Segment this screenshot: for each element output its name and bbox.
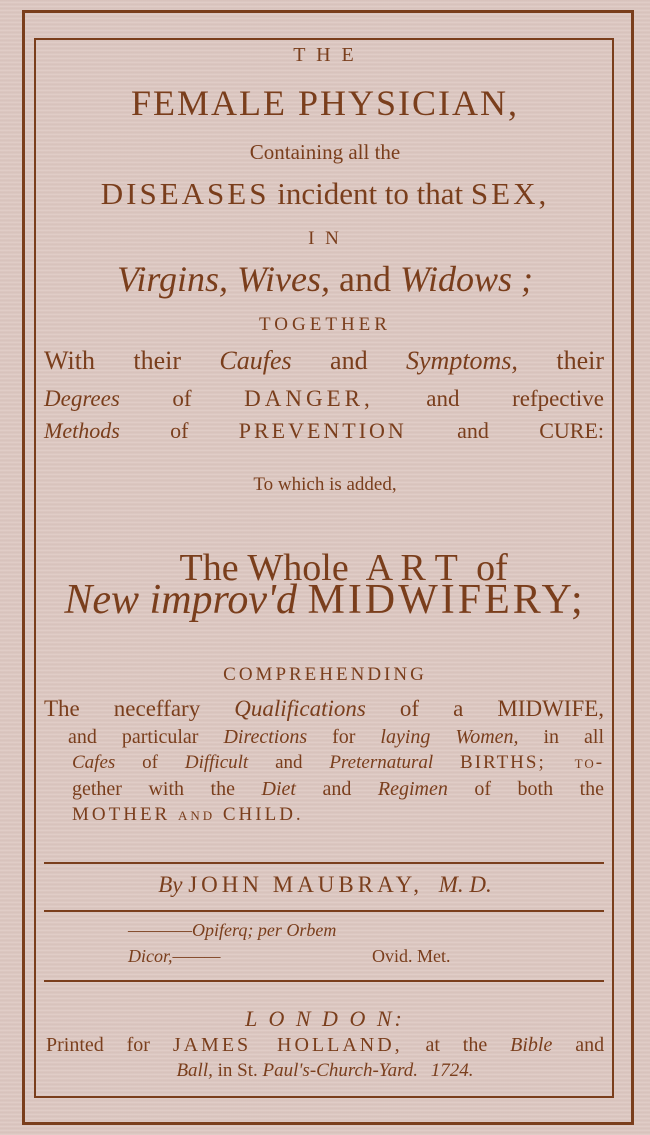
preternatural-text: Preternatural [329,752,434,773]
directions-text: Directions [223,726,308,748]
widows-text: Widows ; [399,259,533,299]
births-text: BIRTHS; to- [460,752,605,773]
together-text: TOGETHER [259,314,391,335]
motto-line-1 [128,920,568,941]
rule-above-author [44,862,604,864]
wives-text: Wives, [237,259,330,299]
inner-border-right [612,38,614,1098]
main-title [40,82,610,124]
degrees-line [44,386,604,412]
city-text: L O N D O N: [245,1006,405,1031]
paragraph-line-4 [72,778,604,801]
virgins-line [40,258,610,300]
printer-text: JAMES HOLLAND, [172,1034,403,1056]
outer-border-right [631,10,634,1125]
and-symptoms-text: and [330,346,368,375]
containing-line [40,140,610,165]
with-their-line [44,346,604,376]
printed-for-text: Printed for [46,1034,150,1056]
cases-text: Cafes [72,752,116,773]
year-text: 1724. [430,1060,474,1081]
diseases-line [40,176,610,212]
difficult-text: Difficult [184,752,249,773]
together-line [40,314,610,336]
methods-text: Methods [44,418,120,443]
of-text-2: of [170,418,189,443]
danger-text: DANGER, [244,386,374,411]
paragraph-line-3 [72,752,604,774]
symptoms-text: Symptoms, [406,346,518,375]
bible-text: Bible [510,1034,553,1056]
motto-source-line [372,946,552,967]
degree-text: M. D. [438,872,492,897]
their-text: their [556,346,604,375]
causes-text: Caufes [219,346,292,375]
regimen-text: Regimen [377,778,448,800]
rule-below-author [44,910,604,912]
inner-border-bottom [34,1096,614,1098]
p4-mid-text: and [322,778,352,800]
virgins-text: Virgins, [117,259,229,299]
and-3-text: and [575,1034,605,1056]
paragraph-line-5 [72,804,604,826]
whole-art-text: The Whole A R T of [179,547,508,589]
p2-mid-text: for [332,726,356,748]
outer-border-top [22,10,634,13]
laying-women-text: laying Women, [380,726,519,748]
outer-border-bottom [22,1122,634,1125]
of-text-1: of [172,386,192,411]
at-the-text: at the [425,1034,488,1056]
the-text: T H E [293,44,357,66]
inner-border-left [34,38,36,1098]
methods-line [44,418,604,444]
p2-text: and particular [68,726,199,748]
p3-mid-text: and [275,752,303,773]
new-improved-text: New improv'd [64,577,297,623]
p1-text: The neceffary [44,696,201,721]
midwifery-line [40,576,610,624]
by-text: By [158,872,183,897]
comprehending-line [40,664,610,686]
mother-child-text: MOTHER and CHILD. [72,804,304,825]
midwifery-text: MIDWIFERY; [307,577,586,623]
qualifications-text: Qualifications [234,696,366,721]
motto-1-text: ————Opiferq; per Orbem [128,920,337,940]
diet-text: Diet [261,778,296,800]
and-text: and [339,259,391,299]
and-cure-text: and CURE: [457,418,604,443]
prevention-text: PREVENTION [238,418,407,443]
diseases-text: DISEASES [100,176,270,211]
rule-below-motto [44,980,604,982]
degrees-text: Degrees [44,386,120,411]
to-which-text: To which is added, [253,474,397,495]
inner-border-top [34,38,614,40]
paragraph-line-1 [44,696,604,722]
pauls-text: Paul's-Church-Yard. [262,1060,419,1081]
motto-2-text: Dicor,——— [128,946,221,966]
paragraph-line-2 [68,726,604,749]
sex-text: SEX, [470,176,550,211]
p4-text: gether with the [72,778,235,800]
containing-text: Containing all the [249,140,401,164]
to-which-line [40,474,610,496]
motto-source-text: Ovid. Met. [372,946,451,966]
printed-for-line [46,1034,604,1057]
author-text: JOHN MAUBRAY, [188,872,423,897]
author-line [40,872,610,898]
in-line [40,228,610,250]
the-line [40,44,610,67]
incident-text: incident to that [277,176,464,211]
city-line [40,1006,610,1032]
with-their-text: With their [44,346,181,375]
ball-text: Ball, [176,1060,213,1081]
and-respective-text: and refpective [426,386,605,411]
in-st-text: in St. [217,1060,258,1081]
in-text: I N [308,228,342,249]
p1-end-text: of a MIDWIFE, [399,696,605,721]
comprehending-text: COMPREHENDING [223,664,427,685]
p4-end-text: of both the [474,778,605,800]
outer-border-left [22,10,25,1125]
ball-line [40,1060,610,1082]
p2-end-text: in all [543,726,604,748]
p3-text: of [142,752,158,773]
main-title-text: FEMALE PHYSICIAN, [130,83,520,123]
